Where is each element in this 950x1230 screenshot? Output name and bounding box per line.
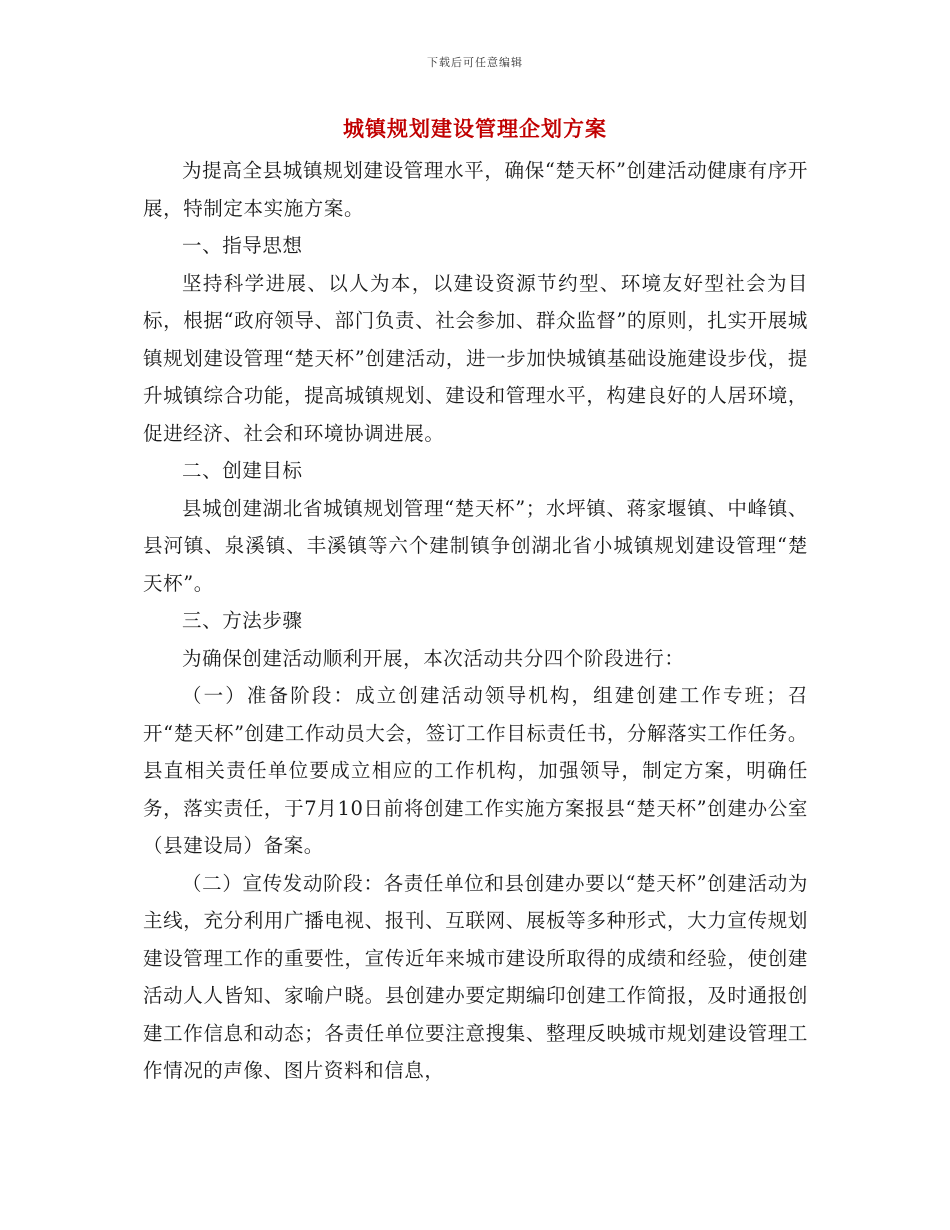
heading-steps: 三、方法步骤: [182, 609, 303, 632]
document-title: 城镇规划建设管理企划方案: [343, 116, 607, 141]
paragraph-goals: 县城创建湖北省城镇规划管理“楚天杯”；水坪镇、蒋家堰镇、中峰镇、县河镇、泉溪镇、丰溪镇等六个建制镇争创湖北省小城镇规划建设管理“楚天杯”。: [143, 496, 808, 595]
paragraph-stage-preparation: （一）准备阶段：成立创建活动领导机构，组建创建工作专班；召开“楚天杯”创建工作动员大会，签订工作目标责任书，分解落实工作任务。县直相关责任单位要成立相应的工作机构，加强领导，制定方案，明确任务，落实责任，于7月10日前将创建工作实施方案报县“楚天杯”创建办公室（县建设局）备案。: [143, 684, 808, 857]
paragraph-intro: 为提高全县城镇规划建设管理水平，确保“楚天杯”创建活动健康有序开展，特制定本实施方案。: [143, 159, 808, 220]
paragraph-steps-intro: 为确保创建活动顺利开展，本次活动共分四个阶段进行：: [182, 646, 685, 670]
page-header-note: 下载后可任意编辑: [427, 56, 523, 69]
heading-guiding-thought: 一、指导思想: [182, 234, 303, 257]
heading-goals: 二、创建目标: [182, 459, 303, 482]
paragraph-stage-publicity: （二）宣传发动阶段：各责任单位和县创建办要以“楚天杯”创建活动为主线，充分利用广播电视、报刊、互联网、展板等多种形式，大力宣传规划建设管理工作的重要性，宣传近年来城市建设所取得的成绩和经验，使创建活动人人皆知、家喻户晓。县创建办要定期编印创建工作简报，及时通报创建工作信息和动态；各责任单位要注意搜集、整理反映城市规划建设管理工作情况的声像、图片资料和信息，: [143, 871, 808, 1082]
document-body: [143, 152, 808, 1090]
paragraph-guiding-thought: 坚持科学进展、以人为本，以建设资源节约型、环境友好型社会为目标，根据“政府领导、部门负责、社会参加、群众监督”的原则，扎实开展城镇规划建设管理“楚天杯”创建活动，进一步加快城镇基础设施建设步伐，提升城镇综合功能，提高城镇规划、建设和管理水平，构建良好的人居环境，促进经济、社会和环境协调进展。: [143, 271, 808, 445]
